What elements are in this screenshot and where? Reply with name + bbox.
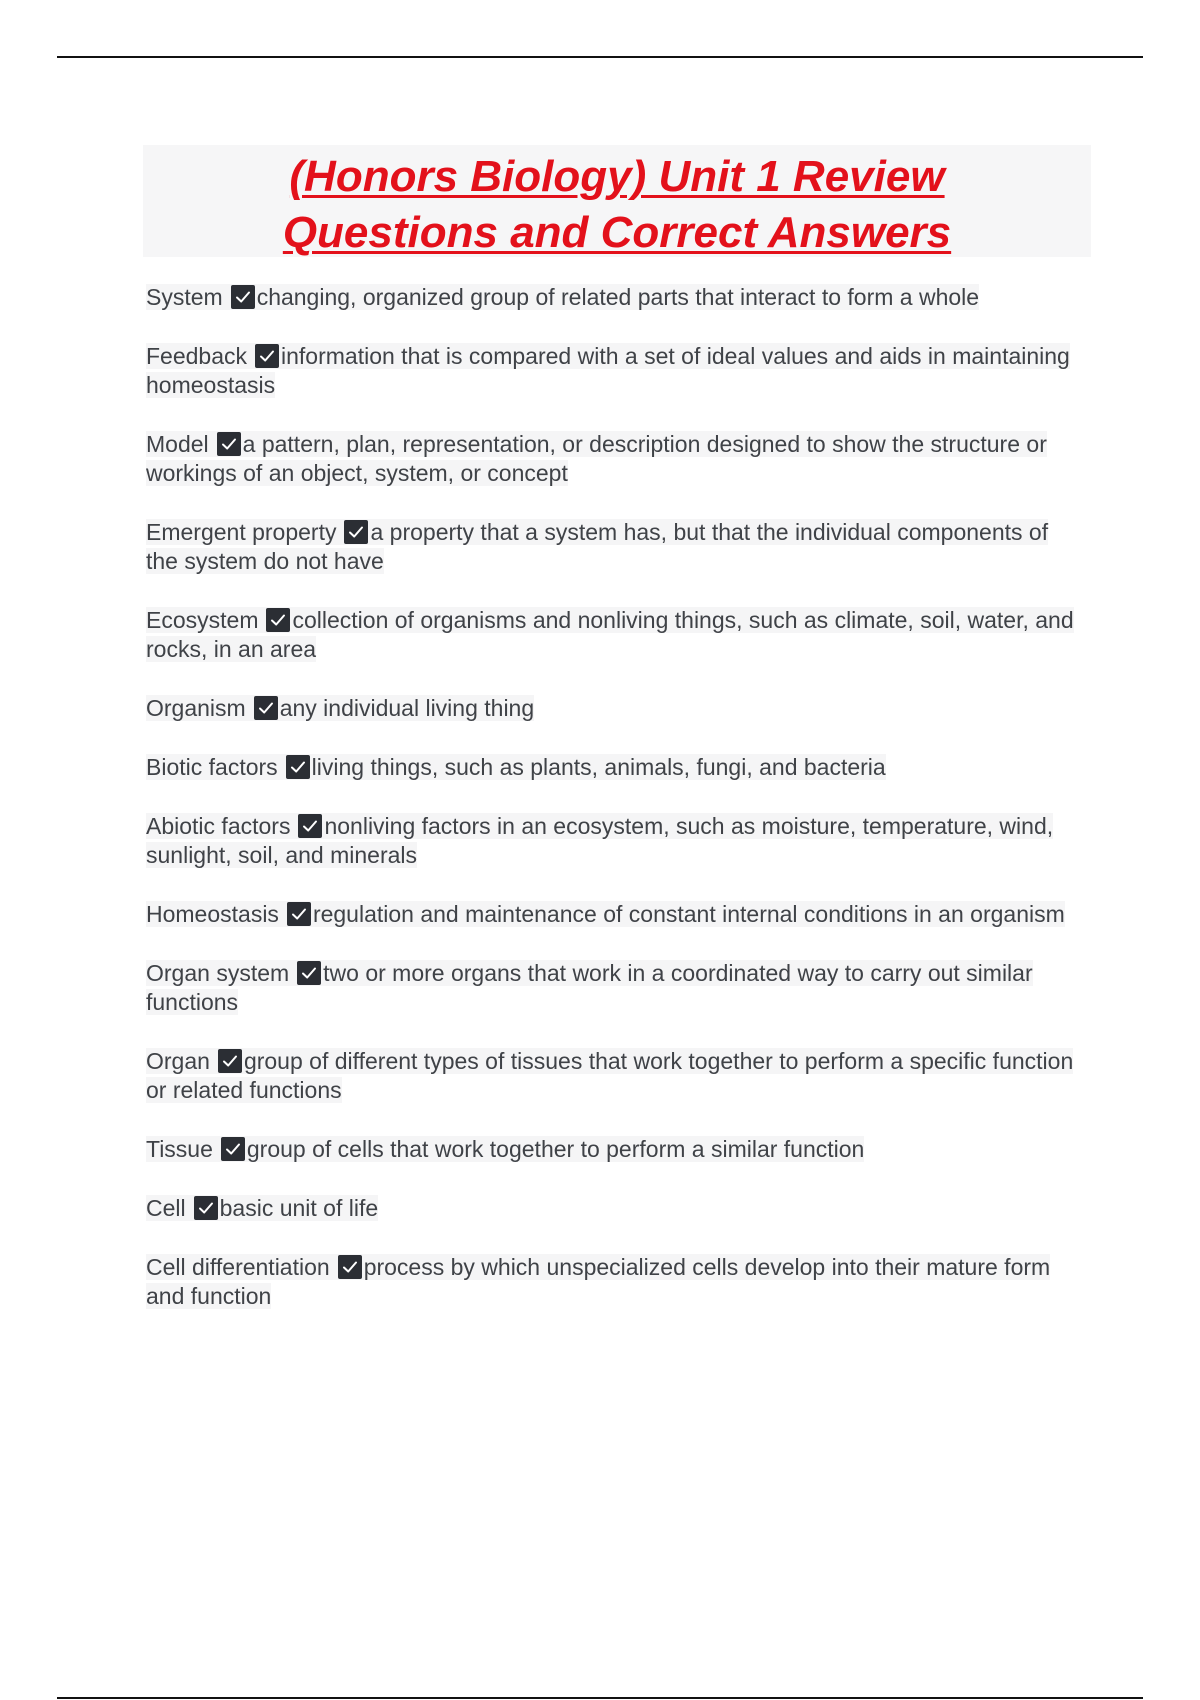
review-entry	[146, 812, 1086, 870]
check-box-icon	[194, 1196, 218, 1220]
review-entry	[146, 342, 1086, 400]
entry-term: Homeostasis	[146, 901, 279, 927]
check-box-icon	[286, 755, 310, 779]
entry-definition: information that is compared with a set of ideal values and aids in maintaining homeostasis	[146, 343, 1070, 398]
entry-term: Biotic factors	[146, 754, 278, 780]
check-box-icon	[231, 285, 255, 309]
check-box-icon	[221, 1137, 245, 1161]
title-line-2: Questions and Correct Answers	[282, 208, 952, 257]
entry-definition: living things, such as plants, animals, fungi, and bacteria	[311, 754, 886, 780]
check-box-icon	[298, 814, 322, 838]
document-title	[143, 145, 1091, 257]
check-box-icon	[266, 608, 290, 632]
review-entry	[146, 900, 1086, 929]
entry-term: Organ system	[146, 960, 290, 986]
entry-term: Emergent property	[146, 519, 337, 545]
entry-term: Model	[146, 431, 209, 457]
review-entry	[146, 959, 1086, 1017]
entry-term: Cell	[146, 1195, 186, 1221]
entry-definition: basic unit of life	[219, 1195, 379, 1221]
review-entry	[146, 518, 1086, 576]
entry-term: Ecosystem	[146, 607, 259, 633]
entry-definition: group of cells that work together to perform a similar function	[246, 1136, 865, 1162]
entry-definition: two or more organs that work in a coordinated way to carry out similar functions	[146, 960, 1033, 1015]
entry-term: Abiotic factors	[146, 813, 291, 839]
review-entry	[146, 1135, 1086, 1164]
check-box-icon	[297, 961, 321, 985]
entry-term: Feedback	[146, 343, 248, 369]
review-entry	[146, 430, 1086, 488]
check-box-icon	[255, 344, 279, 368]
review-entry	[146, 283, 1086, 312]
entry-term: Organism	[146, 695, 246, 721]
footer-rule	[57, 1697, 1143, 1699]
entry-definition: collection of organisms and nonliving things, such as climate, soil, water, and rocks, in an area	[146, 607, 1074, 662]
entry-definition: group of different types of tissues that work together to perform a specific function or related functions	[146, 1048, 1074, 1103]
review-entry	[146, 1194, 1086, 1223]
check-box-icon	[338, 1255, 362, 1279]
entry-definition: changing, organized group of related parts that interact to form a whole	[256, 284, 980, 310]
review-entry	[146, 606, 1086, 664]
entry-term: Organ	[146, 1048, 210, 1074]
entry-definition: a pattern, plan, representation, or description designed to show the structure or workings of an object, system, or concept	[146, 431, 1047, 486]
check-box-icon	[344, 520, 368, 544]
review-entry-list	[146, 283, 1086, 1341]
entry-term: System	[146, 284, 223, 310]
title-line-1: (Honors Biology) Unit 1 Review	[289, 152, 945, 201]
entry-definition: nonliving factors in an ecosystem, such as moisture, temperature, wind, sunlight, soil, and minerals	[146, 813, 1054, 868]
entry-definition: a property that a system has, but that the individual components of the system do not have	[146, 519, 1049, 574]
review-entry	[146, 753, 1086, 782]
check-box-icon	[218, 1049, 242, 1073]
check-box-icon	[217, 432, 241, 456]
check-box-icon	[287, 902, 311, 926]
entry-definition: any individual living thing	[279, 695, 535, 721]
entry-term: Tissue	[146, 1136, 213, 1162]
review-entry	[146, 1253, 1086, 1311]
check-box-icon	[254, 696, 278, 720]
review-entry	[146, 1047, 1086, 1105]
entry-definition: process by which unspecialized cells develop into their mature form and function	[146, 1254, 1051, 1309]
entry-definition: regulation and maintenance of constant internal conditions in an organism	[312, 901, 1065, 927]
review-entry	[146, 694, 1086, 723]
entry-term: Cell differentiation	[146, 1254, 330, 1280]
header-rule	[57, 56, 1143, 58]
